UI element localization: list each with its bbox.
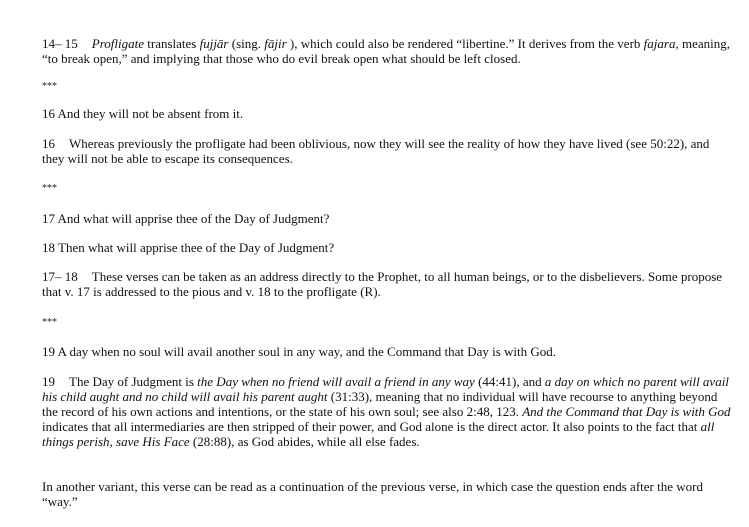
verse-reference: 14– 15 (42, 36, 78, 51)
quoted-text: fajara, (643, 36, 679, 51)
commentary-text: These verses can be taken as an address directly to the Prophet, to all human beings, or to the disbelievers. Some propose that v. 17 is addressed to the pious and v. 18 to the profligate (R). (42, 269, 723, 299)
quoted-text: fujjār (199, 36, 229, 51)
commentary-text: (sing. (228, 36, 265, 51)
verse-line: 16 And they will not be absent from it. (42, 106, 244, 121)
quoted-text: Profligate (91, 36, 144, 51)
separator-text: *** (42, 317, 57, 328)
section-separator (42, 179, 732, 196)
section-separator (42, 77, 732, 94)
commentary-note (42, 374, 732, 449)
commentary-paragraph: In another variant, this verse can be read as a continuation of the previous verse, in which case the question ends after the word “way.” (42, 479, 703, 509)
commentary-text: (28:88), as God abides, while all else fades. (189, 434, 420, 449)
quoted-text: And the Command that Day is with God (522, 404, 731, 419)
quoted-text: the Day when no friend will avail a friend in any way (197, 374, 475, 389)
separator-text: *** (42, 81, 57, 92)
commentary-note (42, 269, 732, 299)
quoted-text: all things perish, save His Face (42, 419, 715, 449)
commentary-text: Whereas previously the profligate had been oblivious, now they will see the reality of how they have lived (see 50:22), and they will not be able to escape its consequences. (42, 136, 710, 166)
quoted-text: a day on which no parent will avail his child aught and no child will avail his parent aught (42, 374, 729, 404)
verse-line: 18 Then what will apprise thee of the Day of Judgment? (42, 240, 335, 255)
separator-text: *** (42, 183, 57, 194)
verse-reference: 19 (42, 374, 55, 389)
verse-reference: 16 (42, 136, 55, 151)
verse-line: 17 And what will apprise thee of the Day of Judgment? (42, 211, 330, 226)
commentary-text: (44:41), and (474, 374, 545, 389)
commentary-text: indicates that all intermediaries are then stripped of their power, and God alone is the direct actor. It also points to the fact that (42, 419, 701, 434)
commentary-text: (31:33), meaning that no individual will have recourse to anything beyond the record of his own actions and intentions, or the state of his own soul; see also 2:48, 123. (42, 389, 718, 419)
commentary-text: ), which could also be rendered “libertine.” It derives from the verb (286, 36, 644, 51)
commentary-note (42, 36, 732, 66)
commentary-text: translates (144, 36, 200, 51)
verse-reference: 17– 18 (42, 269, 78, 284)
commentary-text: meaning, “to break open,” and implying that those who do evil break open what should be left closed. (42, 36, 730, 66)
section-separator (42, 313, 732, 330)
commentary-note (42, 136, 732, 166)
verse-line: 19 A day when no soul will avail another soul in any way, and the Command that Day is with God. (42, 344, 557, 359)
quoted-text: fājir (264, 36, 287, 51)
commentary-text: The Day of Judgment is (69, 374, 198, 389)
